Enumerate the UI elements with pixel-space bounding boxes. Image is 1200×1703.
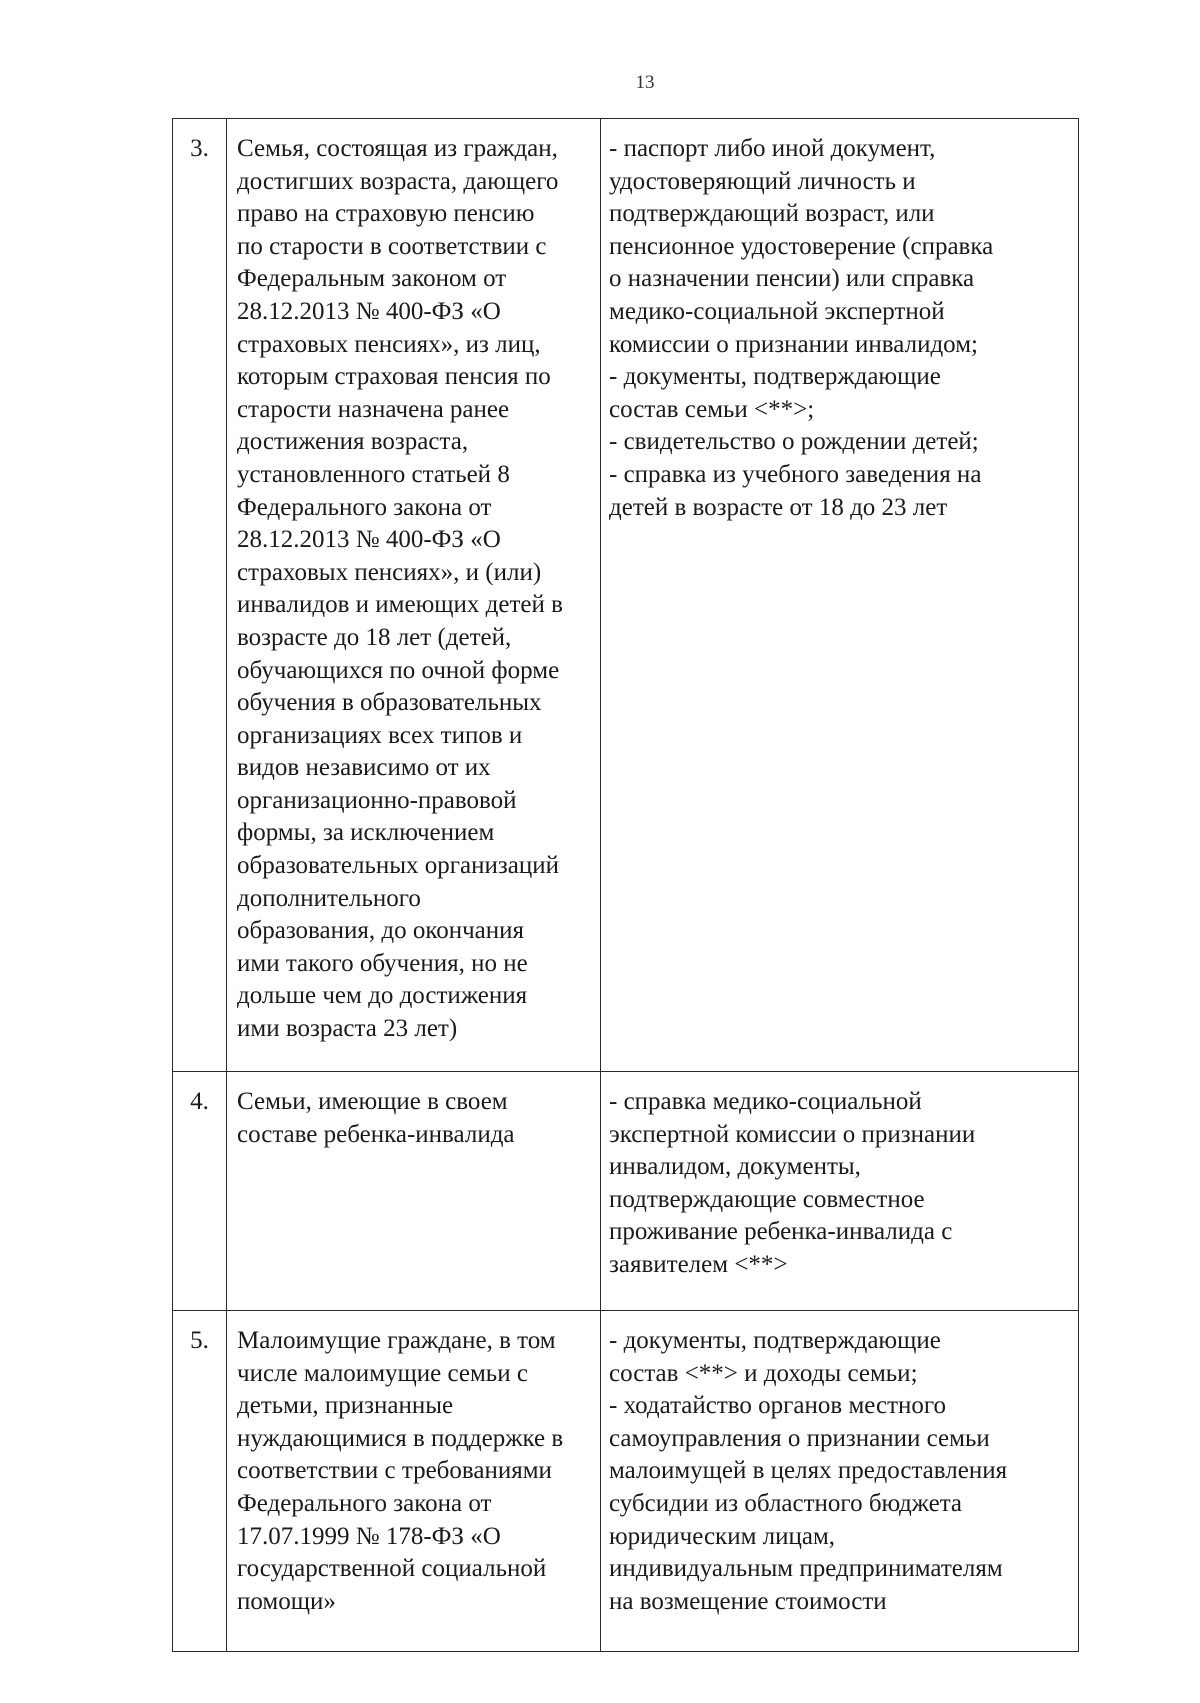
page-number: 13 [635, 72, 655, 93]
table-row [173, 1311, 1079, 1652]
row-number: 3. [173, 119, 227, 1072]
row-number: 5. [173, 1311, 227, 1652]
category-cell: Семья, состоящая из граждан, достигших возраста, дающего право на страховую пенсию по старости в соответствии с Федеральным законом от 28.12.2013 № 400-ФЗ «О страховых пенсиях», из лиц, которым страховая пенсия по старости назначена ранее достижения возраста, установленного статьей 8 Федерального закона от 28.12.2013 № 400-ФЗ «О страховых пенсиях», и (или) инвалидов и имеющих детей в возрасте до 18 лет (детей, обучающихся по очной форме обучения в образовательных организациях всех типов и видов независимо от их организационно-правовой формы, за исключением образовательных организаций дополнительного образования, до окончания ими такого обучения, но не дольше чем до достижения ими возраста 23 лет) [227, 119, 601, 1072]
category-cell: Малоимущие граждане, в том числе малоимущие семьи с детьми, признанные нуждающимися в поддержке в соответствии с требованиями Федерального закона от 17.07.1999 № 178-ФЗ «О государственной социальной помощи» [227, 1311, 601, 1652]
documents-cell: - справка медико-социальной экспертной комиссии о признании инвалидом, документы, подтверждающие совместное проживание ребенка-инвалида с заявителем <**> [601, 1072, 1079, 1311]
category-cell: Семьи, имеющие в своем составе ребенка-инвалида [227, 1072, 601, 1311]
table-row [173, 1072, 1079, 1311]
documents-cell: - документы, подтверждающие состав <**> и доходы семьи; - ходатайство органов местного самоуправления о признании семьи малоимущей в целях предоставления субсидии из областного бюджета юридическим лицам, индивидуальным предпринимателям на возмещение стоимости [601, 1311, 1079, 1652]
documents-cell: - паспорт либо иной документ, удостоверяющий личность и подтверждающий возраст, или пенсионное удостоверение (справка о назначении пенсии) или справка медико-социальной экспертной комиссии о признании инвалидом; - документы, подтверждающие состав семьи <**>; - свидетельство о рождении детей; - справка из учебного заведения на детей в возрасте от 18 до 23 лет [601, 119, 1079, 1072]
eligibility-table [172, 118, 1079, 1652]
table-row [173, 119, 1079, 1072]
row-number: 4. [173, 1072, 227, 1311]
